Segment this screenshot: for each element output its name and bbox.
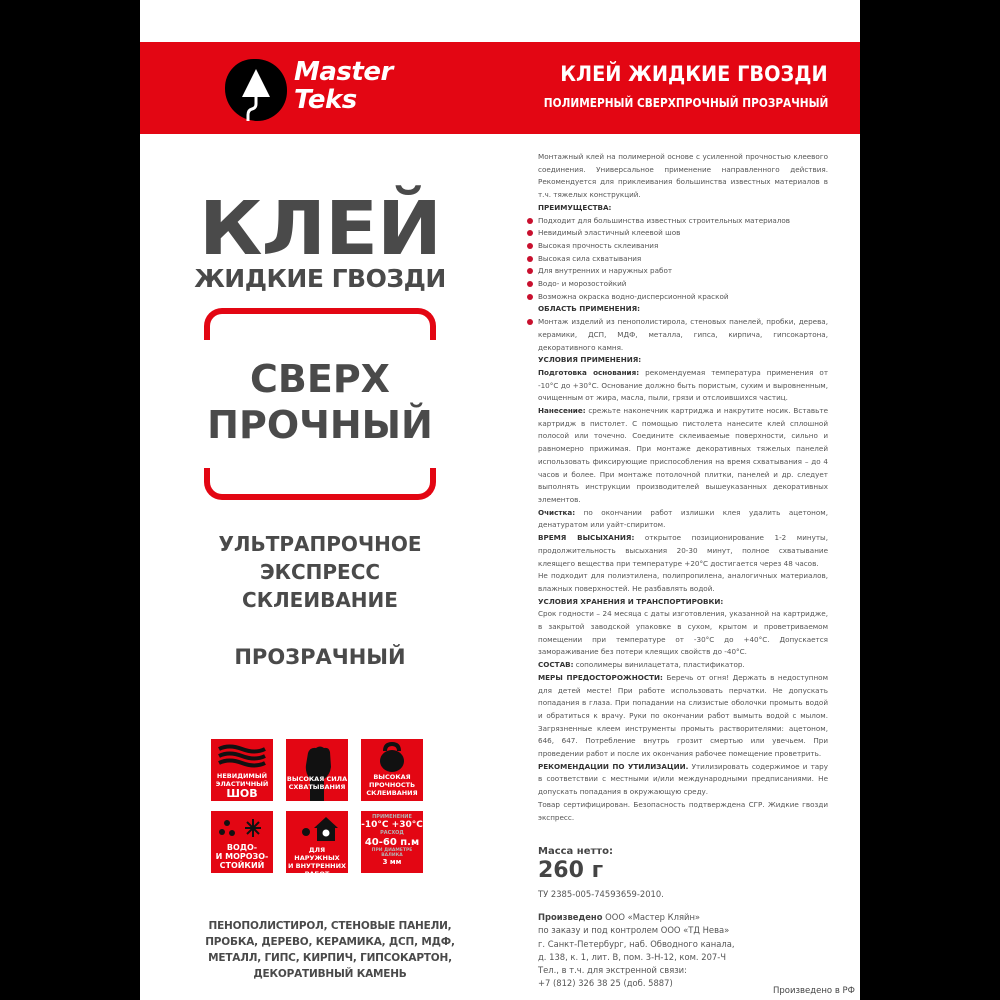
transparent-label: ПРОЗРАЧНЫЙ (234, 645, 406, 669)
prep-paragraph: Подготовка основания: рекомендуемая температура применения от -10°С до +30°С. Основание должно быть пористым, сухим и выровненным, очищенным от жира, масла, пыли, грязи и отслоившихся частиц. (538, 367, 829, 403)
tech-spec-number: ТУ 2385-005-74593659-2010. (538, 889, 664, 899)
storage-text: Срок годности – 24 месяца с даты изготовления, указанной на картридже, в закрытой заводской упаковке в сухом, крытом и проветриваемом помещении при температуре от -30°С до +40°С. Допускается замораживание без потери клеящих свойств до -40°С. (538, 609, 828, 657)
feature-tile-bond-strength: ВЫСОКАЯ ПРОЧНОСТЬ СКЛЕИВАНИЯ (361, 739, 423, 801)
safety-paragraph: МЕРЫ ПРЕДОСТОРОЖНОСТИ: Беречь от огня! Держать в недоступном для детей месте! При работе использовать перчатки. Не допускать попадания в глаза. При попадании на слизистые оболочки промыть водой и обратиться к врачу. Руки по окончании работ вымыть водой с мылом. Загрязненные клеем инструменты промыть растворителями: ацетоном, 646, 647. Потребление внутрь грозит смертью или увечьем. При проведении работ и после их окончания рабочее помещение проветрить. (538, 672, 828, 759)
disposal-paragraph: РЕКОМЕНДАЦИИ ПО УТИЛИЗАЦИИ. Утилизировать содержимое и тару в соответствии с местными и/или международными предписаниями. Не допускать попадания в окружающую среду. (538, 761, 828, 797)
dry-paragraph: ВРЕМЯ ВЫСЫХАНИЯ: открытое позиционирование 1-2 минуты, продолжительность высыхания 20-30 минут, полное схватывание клеящего вещества при температуре +20°С достигается через 48 часов. (538, 533, 828, 568)
manufacturer-info: Произведено ООО «Мастер Кляйн» по заказу и под контролем ООО «ТД Нева» г. Санкт-Петербург, наб. Обводного канала, д. 138, к. 1, лит. В, пом. 3-Н-12, ком. 207-Ч Тел., в т.ч. для экстренной связи: +7 (812) 326 38 25 (доб. 5887) (538, 911, 735, 991)
list-item: Подходит для большинства известных строительных материалов (538, 215, 828, 228)
waves-icon (211, 741, 273, 771)
brand-name: Master Teks (294, 57, 393, 115)
made-in-russia: Произведено в РФ (773, 986, 855, 996)
net-mass-value: 260 г (538, 858, 604, 883)
front-panel (180, 180, 460, 670)
net-mass: Масса нетто: 260 г (538, 846, 613, 883)
feature-tile-indoor-outdoor: ДЛЯ НАРУЖНЫХ И ВНУТРЕННИХ РАБОТ (286, 811, 348, 873)
certified-text: Товар сертифицирован. Безопасность подтверждена СГР. Жидкие гвозди экспресс. (538, 799, 828, 822)
frame-bottom-bracket (204, 468, 436, 500)
fist-icon (286, 739, 348, 801)
kettlebell-icon (361, 741, 423, 773)
materials-list: ПЕНОПОЛИСТИРОЛ, СТЕНОВЫЕ ПАНЕЛИ, ПРОБКА, ДЕРЕВО, КЕРАМИКА, ДСП, МДФ, МЕТАЛЛ, ГИПС, КИРПИЧ, ГИПСОКАРТОН, ДЕКОРАТИВНЫЙ КАМЕНЬ (205, 920, 455, 980)
mastertek-logo-icon (225, 59, 287, 121)
frame-text: СВЕРХ ПРОЧНЫЙ (207, 357, 433, 447)
list-item: Высокая сила схватывания (538, 253, 828, 266)
feature-tile-invisible-seam: НЕВИДИМЫЙ ЭЛАСТИЧНЫЙ ШОВ (211, 739, 273, 801)
advantages-list (538, 215, 828, 304)
storage-heading: УСЛОВИЯ ХРАНЕНИЯ И ТРАНСПОРТИРОВКИ: (538, 596, 724, 606)
advantages-heading: ПРЕИМУЩЕСТВА: (538, 202, 612, 212)
not-suitable-text: Не подходит для полиэтилена, полипропилена, аналогичных материалов, влажных поверхностей. Не разбавлять водой. (538, 571, 828, 593)
list-item: Возможна окраска водно-дисперсионной краской (538, 291, 828, 304)
product-title: КЛЕЙ (199, 186, 441, 272)
composition-paragraph: СОСТАВ: сополимеры винилацетата, пластификатор. (538, 660, 745, 670)
feature-tile-grip-strength: ВЫСОКАЯ СИЛА СХВАТЫВАНИЯ (286, 739, 348, 801)
list-item: Невидимый эластичный клеевой шов (538, 227, 828, 240)
header-banner (140, 42, 860, 134)
product-label-sheet (140, 0, 860, 1000)
conditions-heading: УСЛОВИЯ ПРИМЕНЕНИЯ: (538, 355, 642, 365)
product-subtitle: ЖИДКИЕ ГВОЗДИ (194, 264, 446, 293)
clean-paragraph: Очистка: по окончании работ излишки клея удалить ацетоном, денатуратом или уайт-спиритом. (538, 507, 828, 530)
phone-number: +7 (812) 326 38 25 (доб. 5887) (538, 978, 673, 989)
description-column (538, 151, 828, 824)
frame-top-bracket (204, 308, 436, 340)
house-icon (286, 814, 348, 844)
list-item: Высокая прочность склеивания (538, 240, 828, 253)
feature-tile-specs: ПРИМЕНЕНИЕ -10°C +30°C РАСХОД 40-60 п.м ПРИ ДИАМЕТРЕ ВАЛИКА 3 мм (361, 811, 423, 873)
list-item: Водо- и морозостойкий (538, 278, 828, 291)
scope-text: Монтаж изделий из пенополистирола, стеновых панелей, пробки, дерева, керамики, ДСП, МДФ, металла, гипса, кирпича, гипсокартона, декоративного камня. (538, 316, 828, 354)
feature-tile-water-frost-resistant: ВОДО- И МОРОЗО- СТОЙКИЙ (211, 811, 273, 873)
banner-title: КЛЕЙ ЖИДКИЕ ГВОЗДИ (560, 62, 828, 86)
list-item: Для внутренних и наружных работ (538, 265, 828, 278)
tagline: УЛЬТРАПРОЧНОЕ ЭКСПРЕСС СКЛЕИВАНИЕ (218, 532, 422, 612)
intro-text: Монтажный клей на полимерной основе с усиленной прочностью клеевого соединения. Универсальное применение направленного действия. Рекомендуется для приклеивания большинства известных материалов в т.ч. тяжелых конструкций. (538, 152, 828, 200)
banner-subtitle: ПОЛИМЕРНЫЙ СВЕРХПРОЧНЫЙ ПРОЗРАЧНЫЙ (543, 96, 828, 110)
apply-paragraph: Нанесение: срежьте наконечник картриджа и накрутите носик. Вставьте картридж в пистолет. С помощью пистолета нанесите клей сплошной полосой или точечно. Соедините склеиваемые поверхности, сильно и равномерно прижимая. При монтаже декоративных тяжелых панелей использовать фиксирующие приспособления на время схватывания – до 4 часов и более. При монтаже потолочной плитки, панелей и др. следует выполнять инструкции производителей вышеуказанных декоративных элементов. (538, 406, 828, 504)
drops-snowflake-icon (211, 815, 273, 843)
scope-heading: ОБЛАСТЬ ПРИМЕНЕНИЯ: (538, 304, 641, 314)
strength-frame (204, 308, 436, 500)
